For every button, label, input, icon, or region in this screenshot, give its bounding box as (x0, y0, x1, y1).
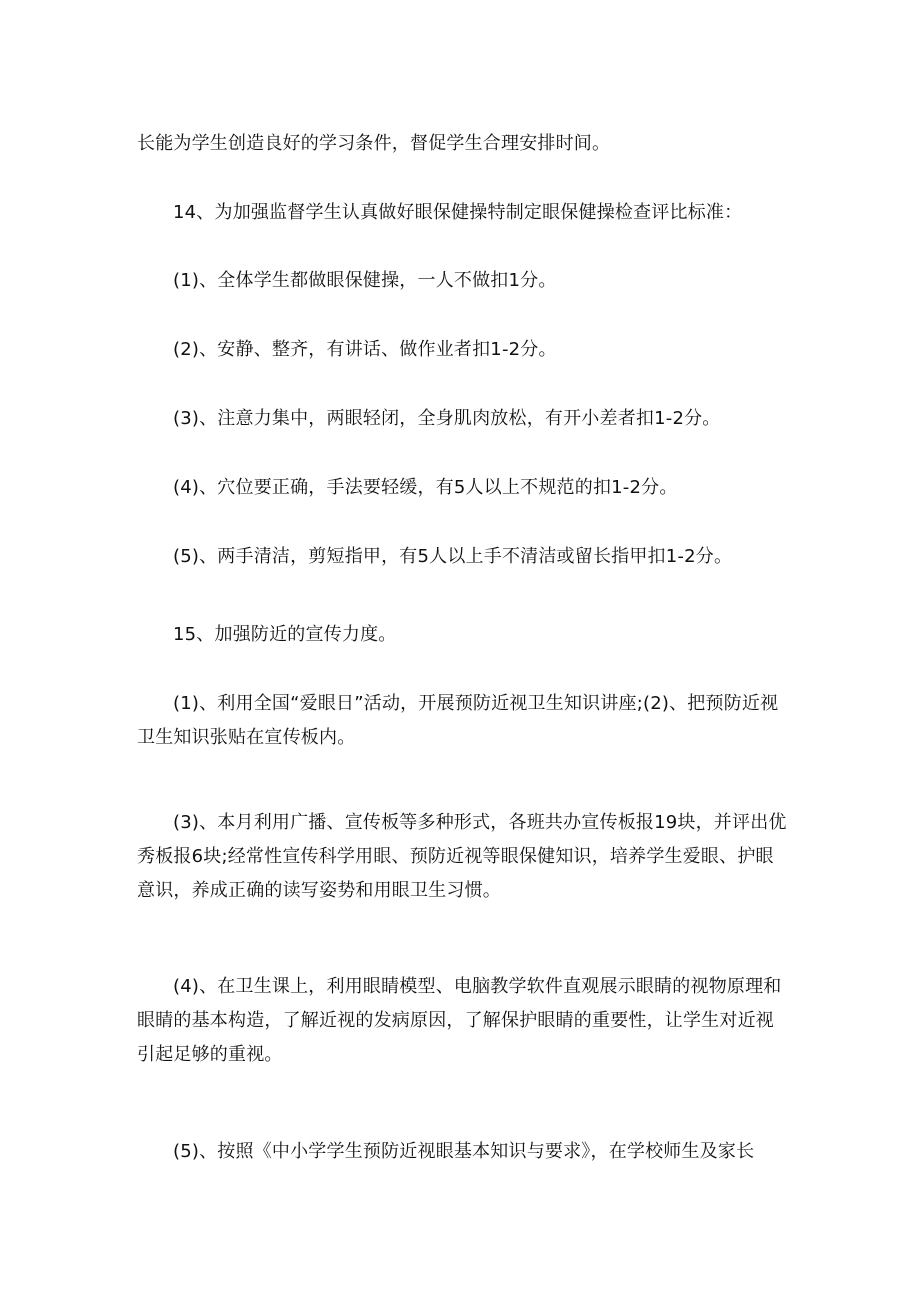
paragraph-item-15: 15、加强防近的宣传力度。 (173, 624, 397, 645)
list-item-14-5: (5)、两手清洁，剪短指甲，有5人以上手不清洁或留长指甲扣1-2分。 (173, 546, 733, 567)
list-item-14-4: (4)、穴位要正确，手法要轻缓，有5人以上不规范的扣1-2分。 (173, 477, 678, 498)
list-item-15-3: (3)、本月利用广播、宣传板等多种形式，各班共办宣传板报19块，并评出优秀板报6块;经常性宣传科学用眼、预防近视等眼保健知识，培养学生爱眼、护眼意识，养成正确的读写姿势和用眼卫生习惯。 (137, 812, 787, 901)
list-item-15-1: (1)、利用全国“爱眼日”活动，开展预防近视卫生知识讲座;(2)、把预防近视卫生知识张贴在宣传板内。 (137, 693, 779, 748)
list-item-14-1: (1)、全体学生都做眼保健操，一人不做扣1分。 (173, 270, 557, 291)
paragraph-continuation: 长能为学生创造良好的学习条件，督促学生合理安排时间。 (137, 133, 611, 154)
paragraph-item-14: 14、为加强监督学生认真做好眼保健操特制定眼保健操检查评比标准： (173, 202, 743, 223)
list-item-15-5: (5)、按照《中小学学生预防近视眼基本知识与要求》，在学校师生及家长 (173, 1141, 755, 1162)
list-item-15-4: (4)、在卫生课上，利用眼睛模型、电脑教学软件直观展示眼睛的视物原理和眼睛的基本构造，了解近视的发病原因，了解保护眼睛的重要性，让学生对近视引起足够的重视。 (137, 976, 782, 1065)
list-item-14-3: (3)、注意力集中，两眼轻闭，全身肌肉放松，有开小差者扣1-2分。 (173, 408, 721, 429)
list-item-14-2: (2)、安静、整齐，有讲话、做作业者扣1-2分。 (173, 339, 557, 360)
